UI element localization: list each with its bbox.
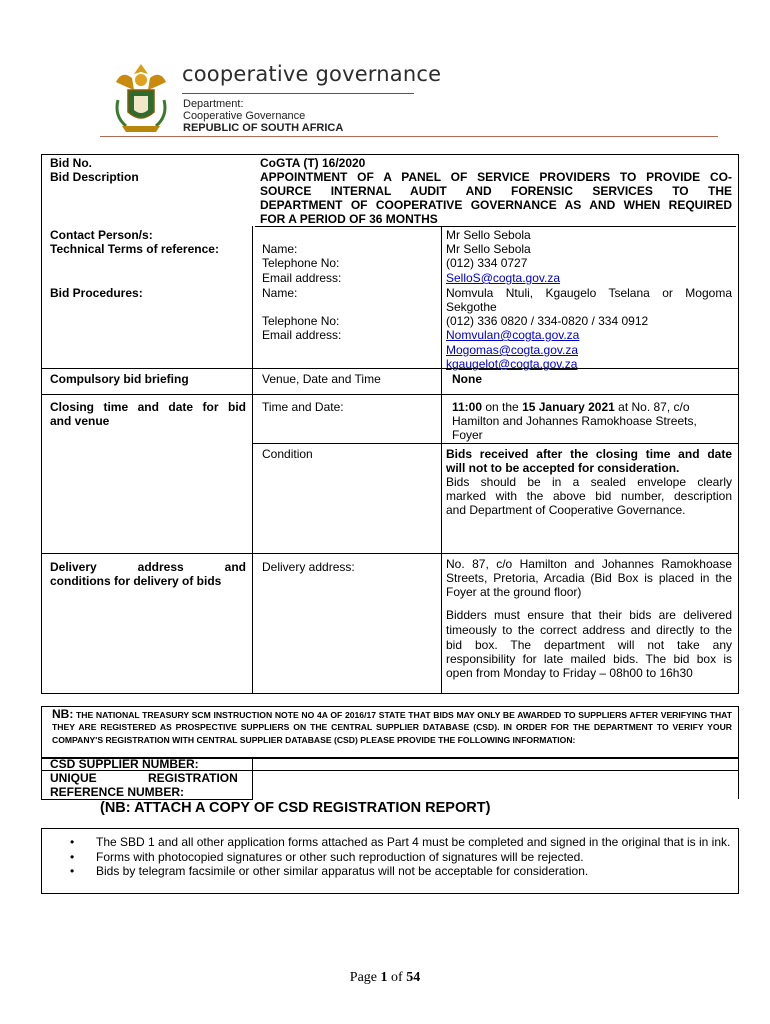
header-rule bbox=[100, 136, 718, 137]
nb-notice-text: THE NATIONAL TREASURY SCM INSTRUCTION NOTE NO 4A OF 2016/17 STATE THAT BIDS MAY ONLY BE AWARDED TO SUPPLIERS AFTER VERIFYING THAT THEY ARE REGISTERED AS PROSPECTIVE SUPPLIERS ON THE CENTRAL SUPPLIER DATABASE (CSD). IN ORDER FOR THE DEPARTMENT TO VERIFY YOUR COMPANY'S REGISTRATION WITH CENTRAL SUPPLIER DATABASE (CSD) PLEASE PROVIDE THE FOLLOWING INFORMATION: bbox=[52, 710, 732, 745]
bid-description-line-1: APPOINTMENT OF A PANEL OF SERVICE PROVIDERS TO PROVIDE CO- bbox=[260, 170, 732, 184]
bid-description-label: Bid Description bbox=[50, 170, 139, 184]
closing-time: 11:00 bbox=[452, 400, 483, 414]
bid-description-line-2: SOURCE INTERNAL AUDIT AND FORENSIC SERVICES TO THE bbox=[260, 184, 732, 198]
org-name: cooperative governance bbox=[182, 62, 442, 86]
procedures-name-label: Name: bbox=[262, 286, 298, 300]
closing-time-label: Time and Date: bbox=[262, 400, 344, 414]
letterhead bbox=[108, 58, 442, 138]
closing-time-line-1 bbox=[452, 400, 690, 415]
procedures-email-link-3[interactable]: kgaugelot@cogta.gov.za bbox=[446, 357, 578, 371]
closing-date: 15 January 2021 bbox=[522, 400, 615, 414]
country-name: REPUBLIC OF SOUTH AFRICA bbox=[183, 122, 344, 134]
unique-label-line-2: REFERENCE NUMBER: bbox=[50, 785, 185, 799]
procedures-email-link-2[interactable]: Mogomas@cogta.gov.za bbox=[446, 343, 579, 357]
list-item bbox=[70, 835, 734, 850]
condition-line-1: Bids should be in a sealed envelope clearly bbox=[446, 475, 732, 489]
delivery-address-line-1: No. 87, c/o Hamilton and Johannes Ramokhoase bbox=[446, 557, 732, 571]
of-word: of bbox=[391, 970, 403, 985]
condition-label: Condition bbox=[262, 447, 313, 461]
note-text: The SBD 1 and all other application forms attached as Part 4 must be completed and signed in the original that is in ink. bbox=[96, 835, 731, 849]
bullet-icon: • bbox=[70, 864, 75, 878]
closing-time-connector: on the bbox=[482, 400, 523, 414]
technical-terms-label: Technical Terms of reference: bbox=[50, 242, 219, 256]
closing-label-line-2: and venue bbox=[50, 414, 110, 428]
delivery-label-line-2: conditions for delivery of bids bbox=[50, 574, 222, 588]
procedures-tel-value: (012) 336 0820 / 334-0820 / 334 0912 bbox=[446, 314, 649, 328]
coat-of-arms-icon bbox=[108, 60, 174, 136]
procedures-email-link-1[interactable]: Nomvulan@cogta.gov.za bbox=[446, 328, 580, 342]
procedures-name-line-2: Sekgothe bbox=[446, 300, 497, 314]
header-underline bbox=[182, 93, 414, 94]
technical-tel-value: (012) 334 0727 bbox=[446, 256, 528, 270]
bullet-icon: • bbox=[70, 849, 75, 864]
bid-no-label: Bid No. bbox=[50, 156, 92, 170]
delivery-address-line-3: Foyer at the ground floor) bbox=[446, 585, 582, 599]
nb-lead: NB: bbox=[52, 707, 74, 721]
dept-name: Cooperative Governance bbox=[183, 110, 306, 122]
condition-line-2: marked with the above bid number, description bbox=[446, 489, 732, 503]
attach-csd-note: (NB: ATTACH A COPY OF CSD REGISTRATION REPORT) bbox=[100, 800, 491, 816]
technical-email-link[interactable]: SelloS@cogta.gov.za bbox=[446, 271, 561, 285]
note-text: Bids by telegram facsimile or other similar apparatus will not be acceptable for consideration. bbox=[96, 864, 589, 878]
unique-label-part-1: UNIQUE bbox=[50, 771, 97, 785]
note-text: Forms with photocopied signatures or other such reproduction of signatures will be rejected. bbox=[96, 849, 584, 864]
closing-label-line-1: Closing time and date for bid bbox=[50, 400, 246, 414]
technical-tel-label: Telephone No: bbox=[262, 256, 340, 270]
bidders-line-4: responsibility for late mailed bids. The bid box is bbox=[446, 652, 732, 666]
bid-no-value: CoGTA (T) 16/2020 bbox=[260, 156, 366, 170]
condition-line-3: and Department of Cooperative Governance. bbox=[446, 503, 686, 517]
condition-bold-line-2: will not to be accepted for consideration. bbox=[446, 461, 680, 475]
contact-persons-label: Contact Person/s: bbox=[50, 228, 153, 242]
list-item bbox=[70, 850, 734, 865]
delivery-address-label: Delivery address: bbox=[262, 560, 355, 574]
closing-time-line-2: Hamilton and Johannes Ramokhoase Streets, bbox=[452, 414, 697, 428]
bid-procedures-label: Bid Procedures: bbox=[50, 286, 143, 300]
technical-name-label: Name: bbox=[262, 242, 298, 256]
briefing-value: None bbox=[452, 372, 482, 386]
page-number bbox=[0, 970, 770, 986]
delivery-address-line-2: Streets, Pretoria, Arcadia (Bid Box is placed in the bbox=[446, 571, 732, 585]
condition-bold-line-1: Bids received after the closing time and date bbox=[446, 447, 732, 461]
page-total: 54 bbox=[406, 970, 421, 985]
bid-description-line-3: DEPARTMENT OF COOPERATIVE GOVERNANCE AS AND WHEN REQUIRED bbox=[260, 198, 732, 212]
list-item bbox=[70, 864, 734, 879]
bidders-line-5: open from Monday to Friday – 08h00 to 16h30 bbox=[446, 666, 693, 680]
contact-persons-value: Mr Sello Sebola bbox=[446, 228, 531, 242]
technical-email-label: Email address: bbox=[262, 271, 342, 285]
page-current: 1 bbox=[380, 970, 388, 985]
closing-address-start: at No. 87, c/o bbox=[614, 400, 690, 414]
delivery-label-line-1: Delivery address and bbox=[50, 560, 246, 574]
page-word: Page bbox=[349, 970, 378, 985]
bidders-line-2: timeously to the correct address and directly to the bbox=[446, 623, 732, 637]
notes-list bbox=[70, 835, 734, 879]
bidders-line-3: bid box. The department will not take any bbox=[446, 638, 732, 652]
briefing-venue-label: Venue, Date and Time bbox=[262, 372, 381, 386]
bid-description-line-4: FOR A PERIOD OF 36 MONTHS bbox=[260, 212, 438, 226]
csd-supplier-label: CSD SUPPLIER NUMBER: bbox=[50, 757, 199, 771]
technical-name-value: Mr Sello Sebola bbox=[446, 242, 531, 256]
dept-label: Department: bbox=[183, 98, 244, 110]
bullet-icon: • bbox=[70, 835, 75, 849]
bidders-line-1: Bidders must ensure that their bids are delivered bbox=[446, 608, 732, 622]
nb-notice bbox=[52, 708, 732, 746]
procedures-tel-label: Telephone No: bbox=[262, 314, 340, 328]
procedures-email-label: Email address: bbox=[262, 328, 342, 342]
procedures-name-line-1: Nomvula Ntuli, Kgaugelo Tselana or Mogoma bbox=[446, 286, 732, 300]
closing-time-line-3: Foyer bbox=[452, 428, 483, 442]
unique-label-part-2: REGISTRATION bbox=[148, 771, 238, 785]
briefing-label: Compulsory bid briefing bbox=[50, 372, 189, 386]
